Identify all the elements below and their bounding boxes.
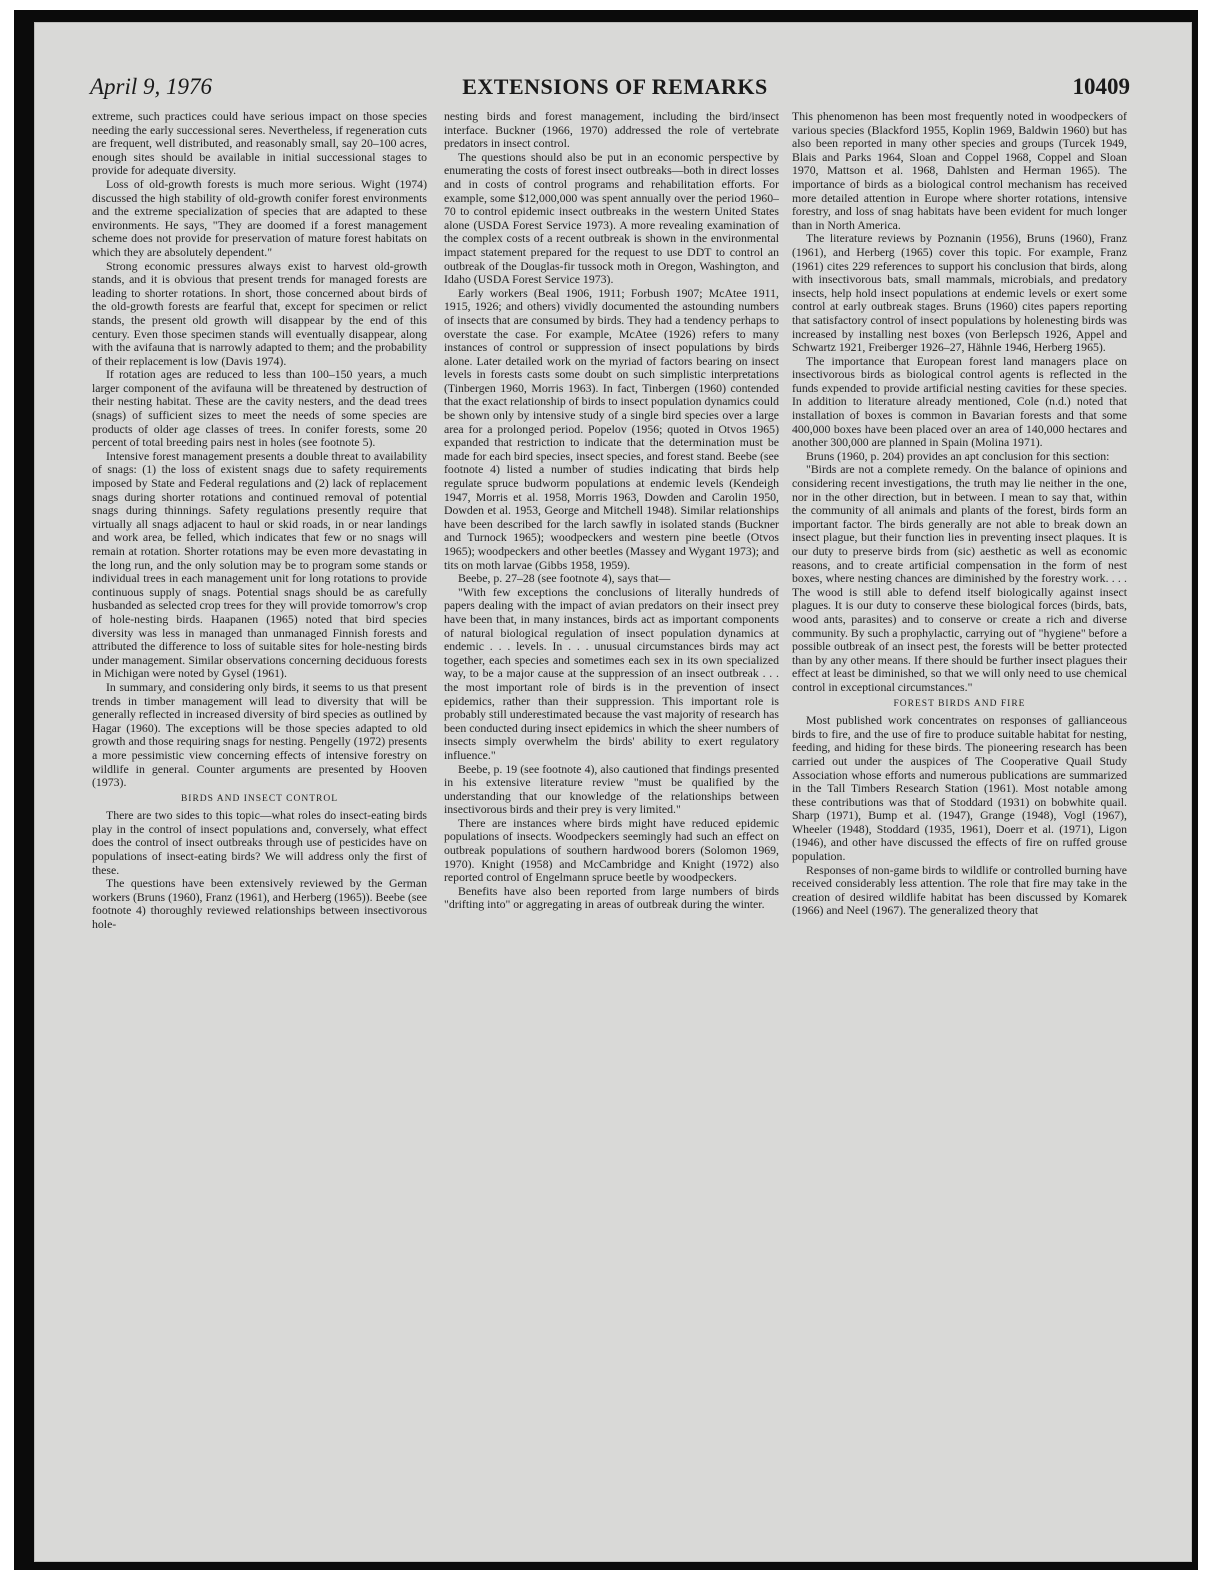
paragraph: There are instances where birds might have reduced epidemic populations of insects. Woodpeckers seemingly had such an effect on outbreak populations of southern hardwood borers (Solomon 1969, 1970). Knight (1958) and McCambridge and Knight (1972) also reported control of Engelmann spruce beetle by woodpeckers.	[444, 815, 779, 885]
paragraph: nesting birds and forest management, including the bird/insect interface. Buckner (1966, 1970) addressed the role of vertebrate predators in insect control.	[444, 110, 779, 151]
header-title: EXTENSIONS OF REMARKS	[462, 74, 768, 99]
paragraph: The questions should also be put in an economic perspective by enumerating the costs of forest insect outbreaks—both in direct losses and in costs of control programs and rehabilitation efforts. For example, some $12,000,000 was spent annually over the period 1960–70 to control epidemic insect outbreaks in the western United States alone (USDA Forest Service 1973). A more revealing examination of the complex costs of a recent outbreak is shown in the environmental impact statement prepared for the request to use DDT to control an outbreak of the Douglas-fir tussock moth in Oregon, Washington, and Idaho (USDA Forest Service 1973).	[444, 149, 779, 287]
text-column-1	[92, 110, 427, 1450]
paragraph: If rotation ages are reduced to less than 100–150 years, a much larger component of the avifauna will be threatened by destruction of their nesting habitat. These are the cavity nesters, and the dead trees (snags) of sufficient sizes to meet the needs of some species are products of older age classes of trees. In conifer forests, some 20 percent of total breeding pairs nest in holes (see footnote 5).	[92, 367, 427, 450]
page-header	[90, 74, 1130, 106]
header-page-number: 10409	[1072, 74, 1130, 99]
paragraph: Responses of non-game birds to wildlife or controlled burning have received considerably less attention. The role that fire may take in the creation of desired wildlife habitat has been discussed by Komarek (1966) and Neel (1967). The generalized theory that	[792, 862, 1127, 918]
header-date: April 9, 1976	[90, 74, 213, 99]
paragraph: Beebe, p. 27–28 (see footnote 4), says that—	[458, 571, 671, 586]
paragraph: The importance that European forest land managers place on insectivorous birds as biological control agents is reflected in the funds expended to provide artificial nesting cavities for these species. In addition to literature already mentioned, Cole (n.d.) noted that installation of boxes is common in Bavarian forests and that some 400,000 boxes have been placed over an area of 140,000 hectares and another 300,000 are planned in Spain (Molina 1971).	[792, 353, 1127, 450]
paragraph: Loss of old-growth forests is much more serious. Wight (1974) discussed the high stability of old-growth conifer forest environments and the extreme specialization of species that are adapted to these environments. He says, "They are doomed if a forest management scheme does not provide for preservation of mature forest habitats on which they are absolutely dependent."	[92, 176, 427, 259]
paragraph: Most published work concentrates on responses of gallianceous birds to fire, and the use of fire to produce suitable habitat for nesting, feeding, and hiding for these birds. The pioneering research has been carried out under the auspices of The Cooperative Quail Study Association whose efforts and numerous publications are summarized in the Tall Timbers Research Station (1961). Most notable among these contributions was that of Stoddard (1931) on bobwhite quail. Sharp (1971), Bump et al. (1947), Grange (1948), Vogl (1967), Wheeler (1948), Stoddard (1935, 1961), Doerr et al. (1971), Ligon (1946), and other have discussed the effects of fire on ruffed grouse population.	[792, 713, 1127, 864]
paragraph: Benefits have also been reported from large numbers of birds "drifting into" or aggregating in areas of outbreak during the winter.	[444, 883, 779, 912]
paragraph: There are two sides to this topic—what roles do insect-eating birds play in the control of insect populations and, conversely, what effect does the control of insect outbreaks through use of pesticides have on populations of insect-eating birds? We will address only the first of these.	[92, 808, 427, 877]
block-quote: "Birds are not a complete remedy. On the balance of opinions and considering recent investigations, the truth may lie neither in the one, nor in the other direction, but in between. I mean to say that, within the community of all animals and plants of the forest, birds form an important factor. The birds generally are not able to break down an insect plague, but their function lies in preventing insect plaques. It is our duty to preserve birds from (sic) aesthetic as well as economic reasons, and to create artificial compensation in the form of nest boxes, where nesting chances are diminished by the forestry work. . . . The wood is still able to defend itself biologically against insect plagues. It is our duty to conserve these biological forces (birds, bats, wood ants, parasites) and to conserve or create a rich and diverse community. By such a prophylactic, carrying out of "hygiene" before a possible outbreak of an insect pest, the forests will be better protected than by any other means. If there should be further insect plagues their effect at least be diminished, so that we will only need to use chemical control in exceptional circumstances."	[792, 462, 1127, 694]
section-heading: FOREST BIRDS AND FIRE	[893, 698, 1026, 709]
paragraph: This phenomenon has been most frequently noted in woodpeckers of various species (Blackford 1955, Koplin 1969, Baldwin 1960) but has also been reported in many other species and groups (Turcek 1949, Blais and Parks 1964, Sloan and Coppel 1968, Coppel and Sloan 1970, Mattson et al. 1968, Dahlsten and Herman 1965). The importance of birds as a biological control mechanism has received more detailed attention in Europe where shorter rotations, intensive forestry, and loss of snag habitats have been evident for much longer than in North America.	[792, 110, 1127, 232]
paragraph: Bruns (1960, p. 204) provides an apt conclusion for this section:	[806, 448, 1110, 463]
paragraph: In summary, and considering only birds, it seems to us that present trends in timber management will lead to diversity that will be generally reflected in increased diversity of bird species as outlined by Hagar (1960). The exceptions will be those species adapted to old growth and those requiring snags for nesting. Pengelly (1972) presents a more pessimistic view concerning effects of intensive forestry on wildlife in general. Counter arguments are presented by Hooven (1973).	[92, 679, 427, 790]
paragraph: Early workers (Beal 1906, 1911; Forbush 1907; McAtee 1911, 1915, 1926; and others) vividly documented the astounding numbers of insects that are consumed by birds. They had a tendency perhaps to overstate the case. For example, McAtee (1926) refers to many instances of control or suppression of insect populations by birds alone. Later detailed work on the myriad of factors bearing on insect levels in forests casts some doubt on such simplistic interpretations (Tinbergen 1960, Morris 1963). In fact, Tinbergen (1960) contended that the exact relationship of birds to insect population dynamics could be shown only by intensive study of a single bird species over a large area for a prolonged period. Popelov (1956; quoted in Otvos 1965) expanded that restriction to indicate that the determination must be made for each bird species, insect species, and forest stand. Beebe (see footnote 4) listed a number of studies indicating that birds help regulate spruce budworm populations at endemic levels (Kendeigh 1947, Morris et al. 1958, Morris 1963, Dowden and Carolin 1950, Dowden et al. 1953, George and Mitchell 1948). Similar relationships have been described for the larch sawfly in isolated stands (Buckner and Turnock 1965); woodpeckers and western pine beetle (Otvos 1965); woodpeckers and other beetles (Massey and Wygant 1973); and tits on moth larvae (Gibbs 1958, 1959).	[444, 285, 779, 572]
text-column-3	[792, 110, 1127, 1450]
paragraph: Beebe, p. 19 (see footnote 4), also cautioned that findings presented in his extensive literature review "must be qualified by the understanding that our knowledge of the relationships between insectivorous birds and their prey is very limited."	[444, 761, 779, 817]
section-heading: BIRDS AND INSECT CONTROL	[180, 793, 339, 804]
paragraph: The questions have been extensively reviewed by the German workers (Bruns (1960), Franz (1961), and Herberg (1965)). Beebe (see footnote 4) thoroughly reviewed relationships between insectivorous hole-	[92, 876, 427, 932]
text-column-2	[444, 110, 779, 1450]
block-quote: "With few exceptions the conclusions of literally hundreds of papers dealing with the impact of avian predators on their insect prey have been that, in many instances, birds act as important components of natural biological regulation of insect population dynamics at endemic . . . levels. In . . . unusual circumstances birds may act together, each species and sometimes each sex in its own specialized way, to be a major cause at the suppression of an insect outbreak . . . the most important role of birds is in the prevention of insect epidemics, rather than their suppression. This important role is probably still underestimated because the vast majority of research has been conducted during insect epidemics in which the sheer numbers of insects simply overwhelm the birds' ability to exert regulatory influence."	[444, 584, 779, 762]
paragraph: extreme, such practices could have serious impact on those species needing the early successional seres. Nevertheless, if regeneration cuts are frequent, well distributed, and reasonably small, say 20–100 acres, enough sites should be available in initial successional stages to provide for adequate diversity.	[92, 110, 427, 178]
paragraph: Strong economic pressures always exist to harvest old-growth stands, and it is obvious that present trends for managed forests are leading to shorter rotations. In short, those concerned about birds of the old-growth forests are fearful that, except for specimen or relict stands, the present old growth will disappear by the end of this century. Even those specimen stands will eventually disappear, along with the avifauna that is narrowly adapted to them; and the probability of their replacement is low (Davis 1974).	[92, 258, 427, 368]
paragraph: The literature reviews by Poznanin (1956), Bruns (1960), Franz (1961), and Herberg (1965) cover this topic. For example, Franz (1961) cites 229 references to support his conclusion that birds, along with insectivorous bats, small mammals, microbials, and predatory insects, help hold insect populations at endemic levels or exert some control at early outbreak stages. Bruns (1960) cites papers reporting that satisfactory control of insect populations by holenesting birds was increased by installing nest boxes (von Berlepsch 1926, Appel and Schwartz 1921, Freiberger 1926–27, Hähnle 1946, Herberg 1965).	[792, 231, 1127, 355]
paragraph: Intensive forest management presents a double threat to availability of snags: (1) the loss of existent snags due to safety requirements imposed by State and Federal regulations and (2) lack of replacement snags during shorter rotations and continued removal of potential snags during thinnings. Safety regulations presently require that virtually all snags adjacent to haul or skid roads, in or near landings and work area, be felled, which indicates that few or no snags will remain at rotation. Shorter rotations may be even more devastating in the long run, and the only solution may be to program some stands or individual trees in each management unit for long rotations to provide continuous supply of snags. Potential snags should be as carefully husbanded as selected crop trees for they will provide tomorrow's crop of hole-nesting birds. Haapanen (1965) noted that bird species diversity was less in managed than unmanaged Finnish forests and attributed the difference to loss of suitable sites for hole-nesting birds under management. Similar observations concerning deciduous forests in Michigan were noted by Gysel (1961).	[92, 448, 427, 681]
